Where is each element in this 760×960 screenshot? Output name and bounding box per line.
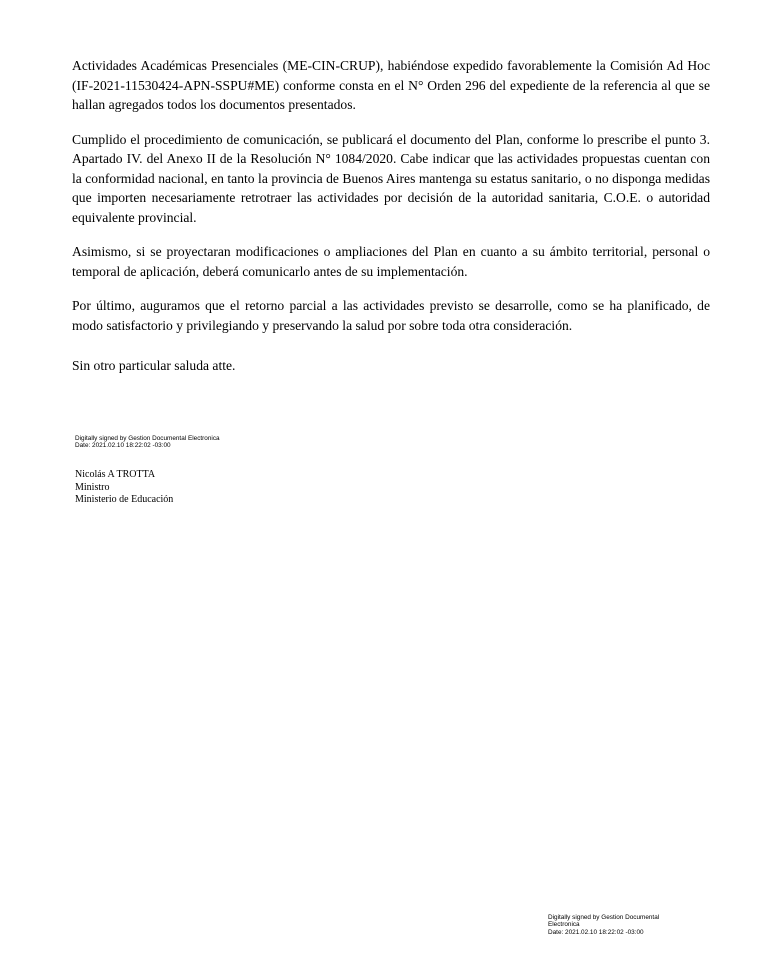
- paragraph-4: Por último, auguramos que el retorno parcial a las actividades previsto se desarrolle, como se ha planificado, de modo satisfactorio y privilegiando y preservando la salud por sobre toda otra consideración.: [72, 298, 710, 333]
- footer-digital-signature: [548, 914, 688, 936]
- digital-signature-stamp: [75, 435, 220, 449]
- signer-role: Ministro: [75, 481, 110, 493]
- digital-signature-date: Date: 2021.02.10 18:22:02 -03:00: [75, 442, 171, 450]
- footer-signature-date: Date: 2021.02.10 18:22:02 -03:00: [548, 928, 644, 936]
- letter-body: [72, 56, 710, 350]
- paragraph-1: Actividades Académicas Presenciales (ME-CIN-CRUP), habiéndose expedido favorablemente la Comisión Ad Hoc (IF-2021-11530424-APN-SSPU#ME) conforme consta en el N° Orden 296 del expediente de la referencia al que se hallan agregados todos los documentos presentados.: [72, 58, 710, 112]
- digital-signature-line-1: Digitally signed by Gestion Documental Electronica: [75, 435, 220, 442]
- signer-name: Nicolás A TROTTA: [75, 469, 156, 481]
- paragraph-3: Asimismo, si se proyectaran modificaciones o ampliaciones del Plan en cuanto a su ámbito territorial, personal o temporal de aplicación, deberá comunicarlo antes de su implementación.: [72, 244, 710, 279]
- signer-details: [75, 469, 220, 507]
- footer-signature-line-1: Digitally signed by Gestion Documental: [548, 914, 660, 921]
- signature-block: [75, 435, 220, 507]
- signer-institution: Ministerio de Educación: [75, 494, 174, 506]
- footer-signature-line-2: Electronica: [548, 921, 580, 929]
- closing-line: Sin otro particular saluda atte.: [72, 358, 236, 373]
- paragraph-2: Cumplido el procedimiento de comunicación, se publicará el documento del Plan, conforme lo prescribe el punto 3. Apartado IV. del Anexo II de la Resolución N° 1084/2020. Cabe indicar que las actividades propuestas cuentan con la conformidad nacional, en tanto la provincia de Buenos Aires mantenga su estatus sanitario, o no disponga medidas que importen necesariamente retrotraer las actividades por decisión de la autoridad sanitaria, C.O.E. o autoridad equivalente provincial.: [72, 131, 710, 225]
